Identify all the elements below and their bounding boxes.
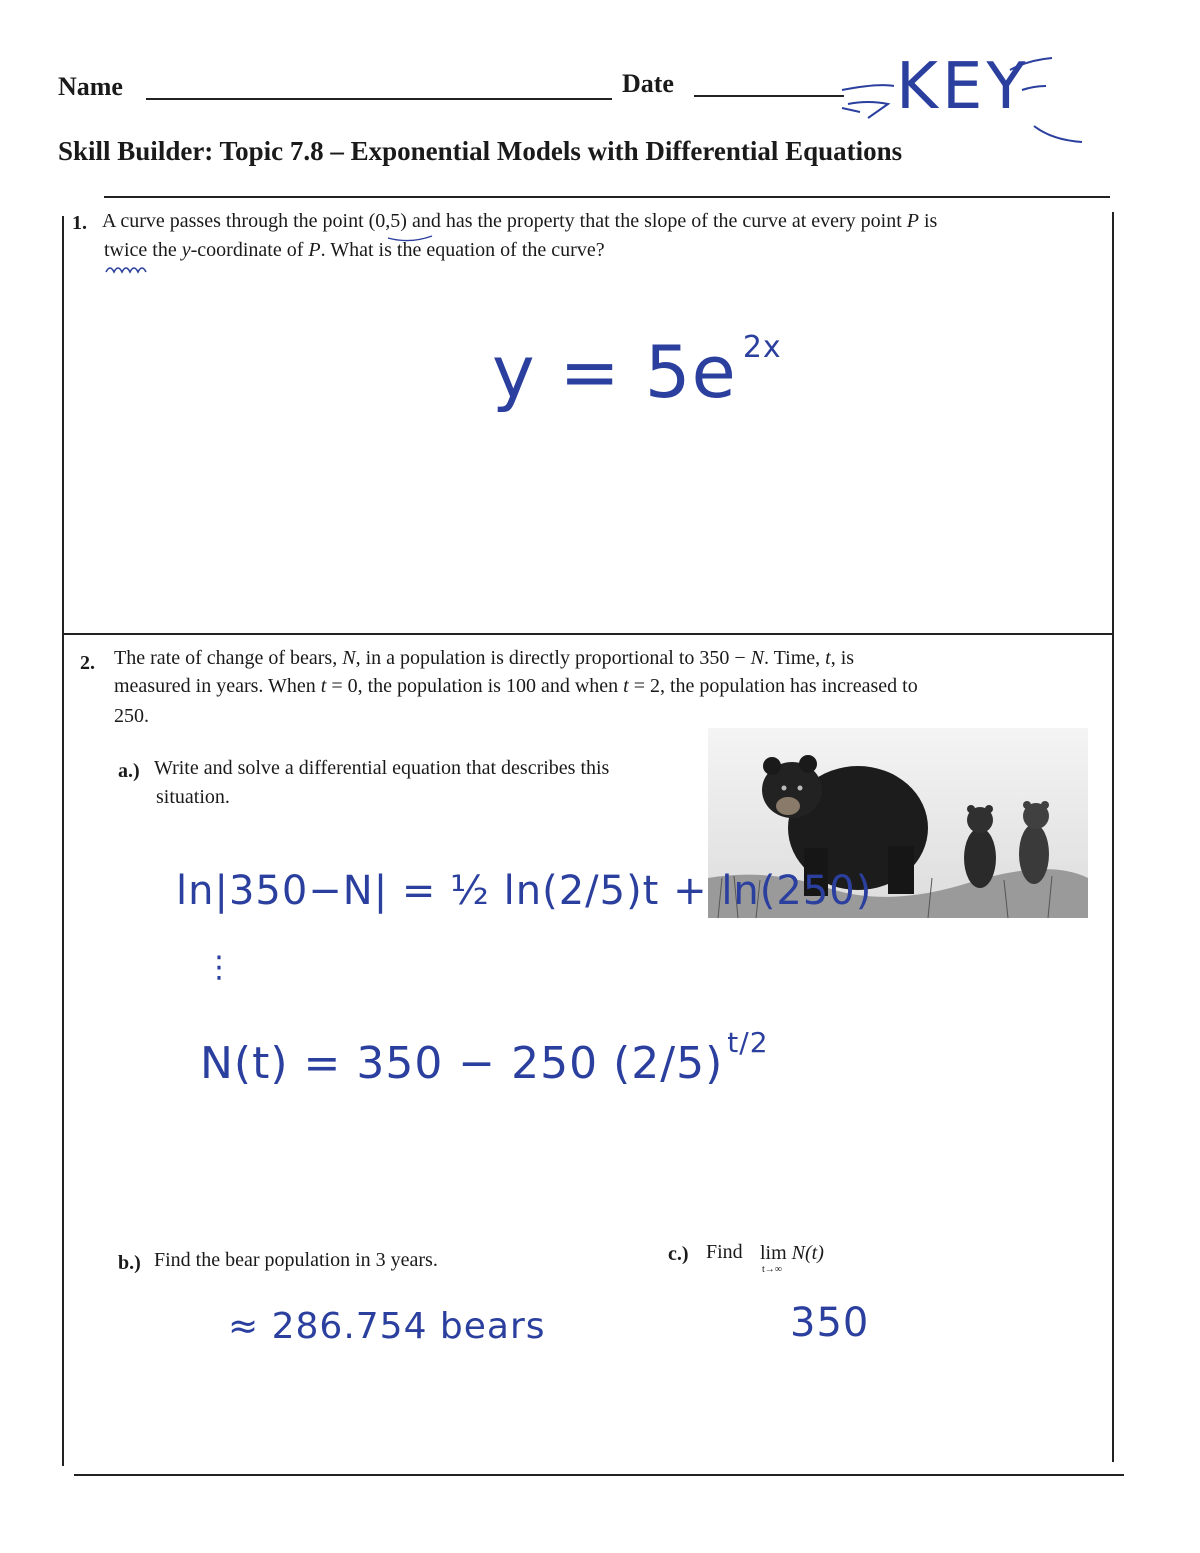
q2c-limit <box>760 1241 824 1266</box>
q1-answer-exponent: 2x <box>742 330 782 365</box>
q2a-label: a.) <box>118 760 140 782</box>
squiggle-underline-icon <box>104 262 156 276</box>
q2-text-part: = 2, the population has increased to <box>628 675 918 697</box>
name-label: Name <box>58 72 123 101</box>
box-left-border <box>62 216 64 1466</box>
q1-text-part: is <box>919 210 938 232</box>
date-label: Date <box>622 69 674 98</box>
q2-text-part: , in a population is directly proportional to 350 − <box>355 647 751 669</box>
box-top-border <box>104 196 1110 198</box>
q2c-limit-subscript: t→∞ <box>762 1264 782 1275</box>
q2-text-part: . Time, <box>764 647 826 669</box>
q2a-work-line1: ln|350−N| = ½ ln(2/5)t + ln(250) <box>176 868 873 914</box>
q1-text-part: A curve passes through the point (0,5) and has the property that the slope of the curve at every point <box>102 210 907 232</box>
q1-answer-main: y = 5e <box>492 330 737 414</box>
q1-var-p: P <box>906 210 919 232</box>
q2b-label: b.) <box>118 1252 141 1274</box>
box-bottom-border <box>74 1474 1124 1476</box>
page-title: Skill Builder: Topic 7.8 – Exponential Models with Differential Equations <box>58 136 903 166</box>
q2c-function: N(t) <box>791 1242 824 1264</box>
q1-text-line2 <box>104 238 605 263</box>
q2c-text: Find <box>706 1241 743 1263</box>
name-blank-line <box>146 98 612 100</box>
q1-text-line1 <box>102 209 937 234</box>
q2-var-t: t <box>825 647 831 669</box>
q2-text-line1 <box>114 646 854 671</box>
q2b-text: Find the bear population in 3 years. <box>154 1249 438 1271</box>
q1-var-p: P <box>308 239 321 261</box>
q1-text-part: . What is the equation of the curve? <box>320 239 605 261</box>
date-blank-line <box>694 95 844 97</box>
q2a-work-dots: ⋮ <box>204 950 235 985</box>
q2-text-line2 <box>114 674 918 699</box>
box-divider <box>64 633 1112 635</box>
q2c-lim: lim <box>760 1242 787 1264</box>
q2-text-line3: 250. <box>114 705 149 727</box>
q2a-text-line2: situation. <box>156 786 230 808</box>
q2a-solution-exponent: t/2 <box>727 1026 769 1059</box>
q2c-answer: 350 <box>790 1300 870 1346</box>
q2a-solution-main: N(t) = 350 − 250 (2/5) <box>200 1038 724 1089</box>
q2-var-t: t <box>320 675 327 697</box>
key-text: KEY <box>896 50 1030 124</box>
q2a-text-line1: Write and solve a differential equation that describes this <box>154 757 610 779</box>
q1-text-part: -coordinate of <box>190 239 309 261</box>
q2-var-t: t <box>623 675 629 697</box>
q2a-work-line2 <box>200 1026 769 1089</box>
q1-answer <box>492 330 782 414</box>
q2-text-part: = 0, the population is 100 and when <box>326 675 624 697</box>
q2-var-n: N <box>750 647 765 669</box>
q2c-label: c.) <box>668 1243 689 1265</box>
q2-text-part: The rate of change of bears, <box>114 647 343 669</box>
q1-var-y: y <box>181 239 191 261</box>
q1-number: 1. <box>72 212 87 234</box>
q2b-answer: ≈ 286.754 bears <box>228 1306 546 1347</box>
q2-text-part: , is <box>830 647 855 669</box>
point-circle-mark-icon <box>384 208 436 244</box>
q2-text-part: measured in years. When <box>114 675 321 697</box>
q2-var-n: N <box>342 647 356 669</box>
q2-number: 2. <box>80 652 95 674</box>
q1-text-part: twice the <box>104 239 182 261</box>
box-right-border <box>1112 212 1114 1462</box>
